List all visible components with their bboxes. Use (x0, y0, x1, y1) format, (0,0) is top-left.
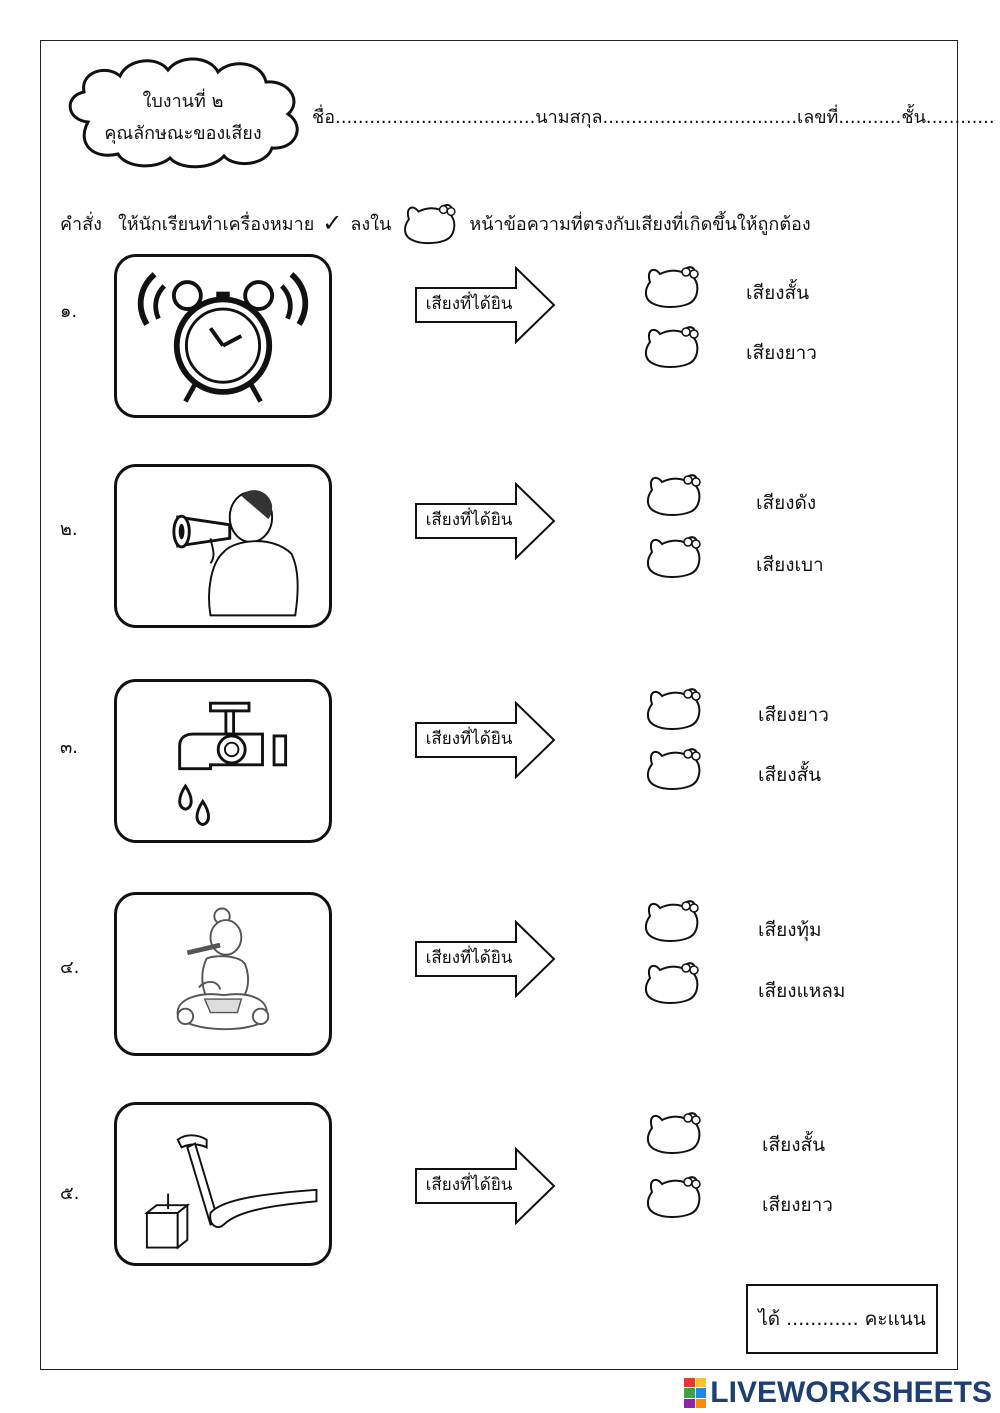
score-points-label: คะแนน (864, 1308, 926, 1330)
worksheet-topic: คุณลักษณะของเสียง (104, 123, 262, 144)
option-3a: เสียงยาว (758, 704, 829, 726)
kitty-checkbox-icon[interactable] (640, 322, 704, 370)
item-number-5: ๕. (60, 1183, 80, 1204)
instruction-line (60, 200, 811, 246)
item-number-1: ๑. (60, 301, 78, 322)
arrow-1 (414, 266, 556, 344)
option-5b: เสียงยาว (762, 1194, 833, 1216)
arrow-2 (414, 482, 556, 560)
kitty-checkbox-icon[interactable] (642, 1108, 706, 1156)
score-box (746, 1284, 938, 1354)
option-4a: เสียงทุ้ม (758, 919, 822, 941)
arrow-label-3: เสียงที่ได้ยิน (425, 729, 513, 749)
liveworksheets-logo-icon (684, 1378, 706, 1408)
kitty-checkbox-icon[interactable] (642, 1172, 706, 1220)
option-2b: เสียงเบา (756, 554, 824, 576)
name-label: ชื่อ (312, 107, 336, 128)
megaphone-person-icon (117, 467, 329, 625)
item-number-4: ๔. (60, 957, 80, 978)
brand-name: LIVEWORKSHEETS (710, 1376, 992, 1409)
kitty-checkbox-icon[interactable] (640, 896, 704, 944)
instruction-text-1: ให้นักเรียนทำเครื่องหมาย (117, 213, 315, 235)
class-blank[interactable]: ............ (925, 107, 995, 128)
name-blank[interactable]: ................................... (335, 107, 536, 128)
surname-label: นามสกุล (535, 107, 603, 128)
check-mark-icon: ✓ (322, 209, 343, 237)
option-4b: เสียงแหลม (758, 980, 846, 1002)
worksheet-number: ใบงานที่ ๒ (142, 91, 224, 112)
picture-box-1 (114, 254, 332, 418)
number-blank[interactable]: ........... (838, 107, 902, 128)
kitty-checkbox-icon[interactable] (642, 470, 706, 518)
picture-box-3 (114, 679, 332, 843)
surname-blank[interactable]: .................................. (602, 107, 798, 128)
alarm-clock-icon (117, 257, 329, 415)
kitty-checkbox-icon[interactable] (642, 684, 706, 732)
arrow-label-2: เสียงที่ได้ยิน (425, 510, 513, 530)
option-3b: เสียงสั้น (758, 764, 822, 786)
arrow-label-5: เสียงที่ได้ยิน (425, 1175, 513, 1195)
picture-box-2 (114, 464, 332, 628)
option-5a: เสียงสั้น (762, 1134, 826, 1156)
number-label: เลขที่ (797, 107, 839, 128)
option-2a: เสียงดัง (756, 492, 817, 514)
hammer-nail-icon (117, 1105, 329, 1263)
item-number-2: ๒. (60, 519, 78, 540)
brand-watermark (684, 1376, 992, 1410)
score-blank[interactable]: ............ (786, 1308, 859, 1330)
option-1a: เสียงสั้น (746, 282, 810, 304)
item-number-3: ๓. (60, 737, 79, 758)
option-1b: เสียงยาว (746, 342, 817, 364)
kitty-checkbox-icon[interactable] (640, 958, 704, 1006)
worksheet-title-cloud (58, 52, 308, 170)
class-label: ชั้น (901, 107, 926, 128)
picture-box-4 (114, 892, 332, 1056)
arrow-3 (414, 701, 556, 779)
flute-player-icon (117, 895, 329, 1053)
score-got-label: ได้ (758, 1308, 781, 1330)
arrow-label-1: เสียงที่ได้ยิน (425, 294, 513, 314)
instruction-text-3: หน้าข้อความที่ตรงกับเสียงที่เกิดขึ้นให้ถูกต้อง (469, 213, 811, 235)
instruction-text-2: ลงใน (350, 213, 392, 235)
arrow-label-4: เสียงที่ได้ยิน (425, 948, 513, 968)
kitty-checkbox-icon[interactable] (642, 744, 706, 792)
kitty-checkbox-icon[interactable] (640, 262, 704, 310)
arrow-4 (414, 920, 556, 998)
instruction-label: คำสั่ง (60, 213, 102, 235)
kitty-face-icon (399, 200, 461, 246)
picture-box-5 (114, 1102, 332, 1266)
arrow-5 (414, 1147, 556, 1225)
water-tap-icon (117, 682, 329, 840)
student-info-line (312, 102, 995, 131)
kitty-checkbox-icon[interactable] (642, 532, 706, 580)
